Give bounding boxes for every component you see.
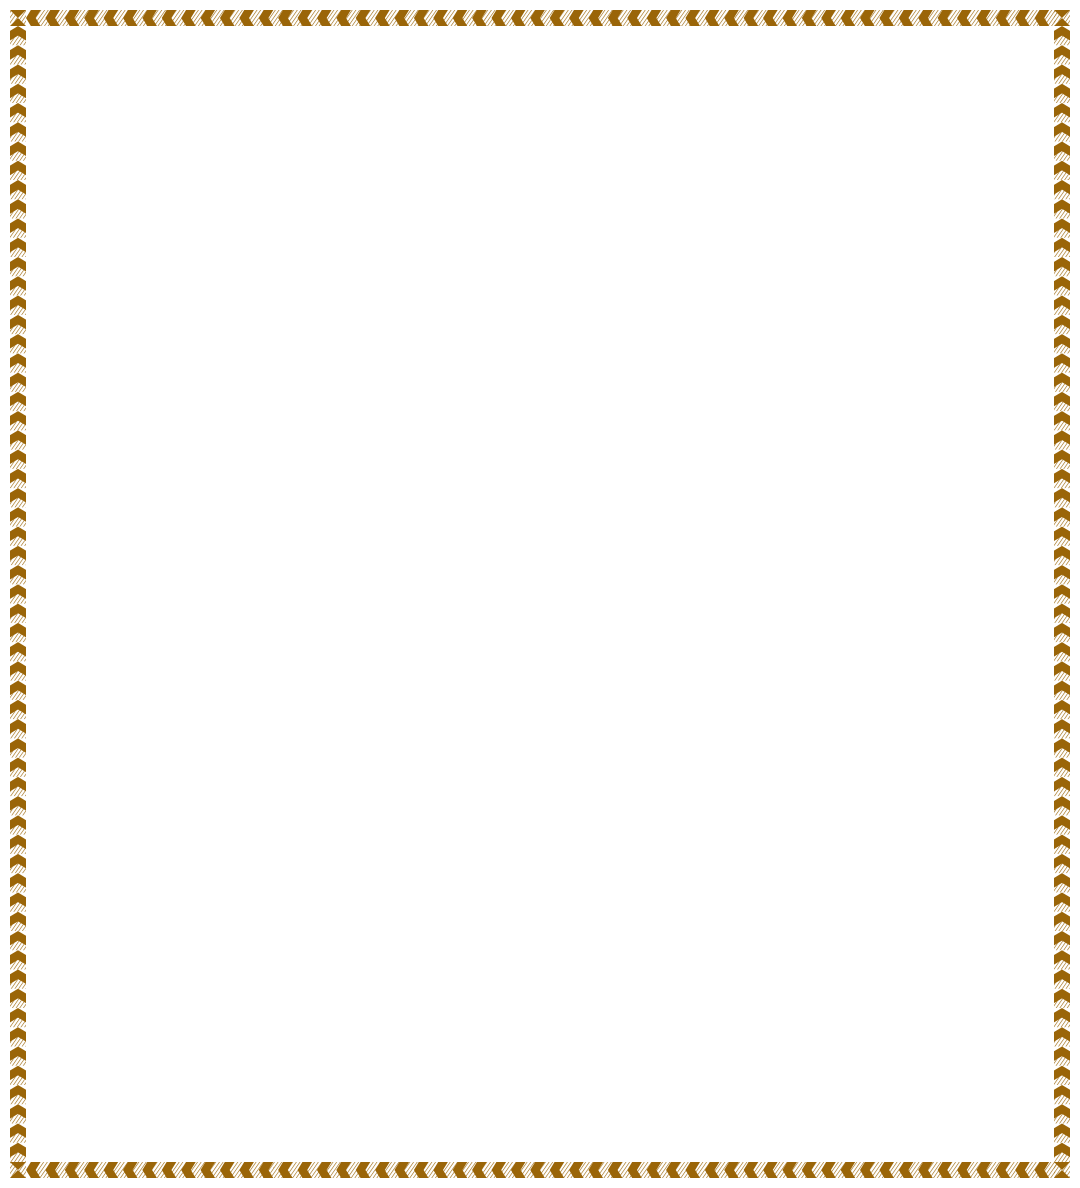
border-right [1054,26,1070,1162]
border-bottom [26,1162,1059,1178]
border-left [10,26,26,1162]
corner-ornament [10,10,26,26]
corner-ornament [1054,1162,1070,1178]
content-area [26,26,1054,1162]
corner-ornament [1054,10,1070,26]
border-top [26,10,1059,26]
corner-ornament [10,1162,26,1178]
